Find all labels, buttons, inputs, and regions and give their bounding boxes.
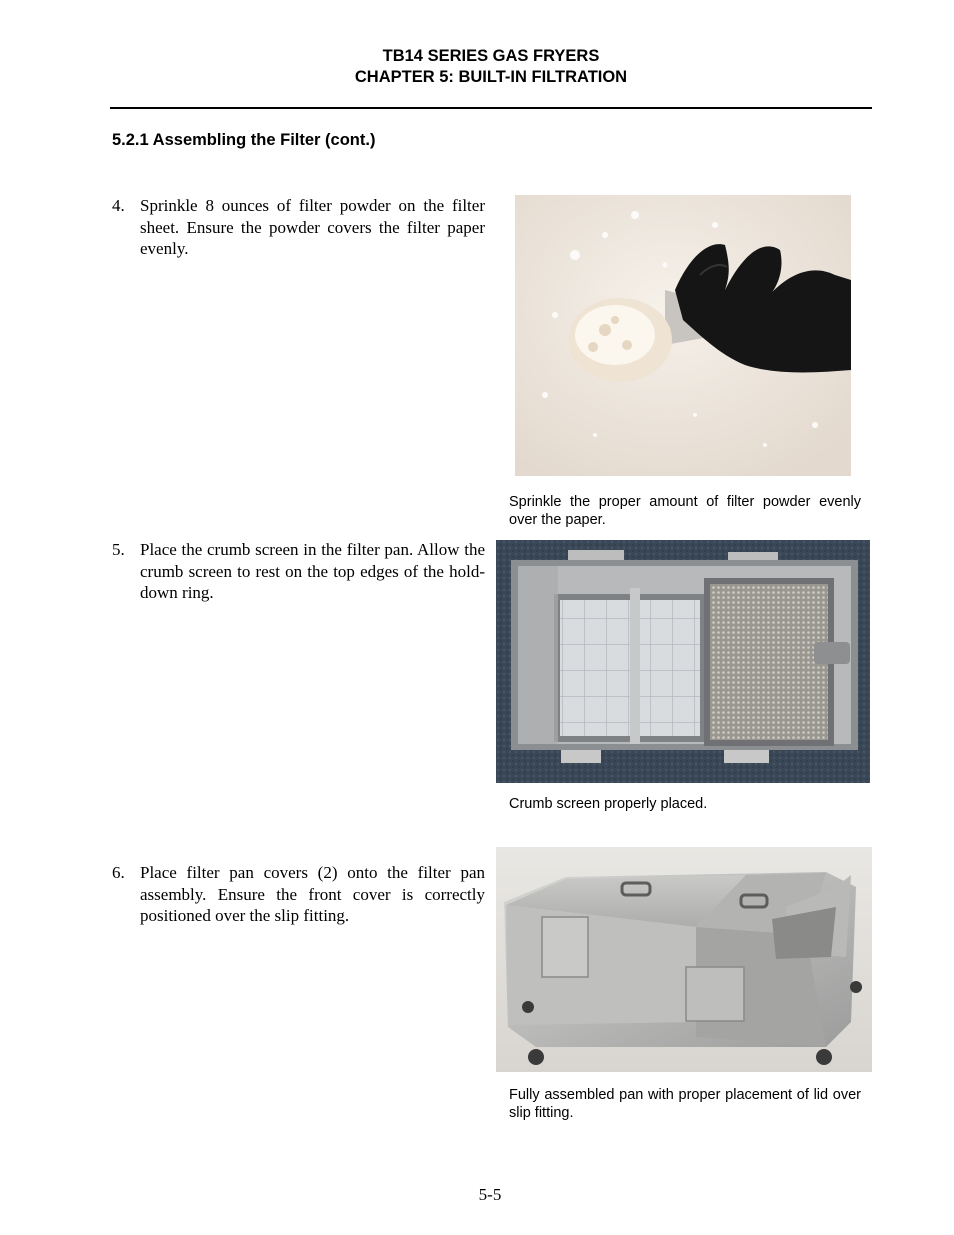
step-text: Sprinkle 8 ounces of filter powder on the filter sheet. Ensure the powder covers the filter paper evenly. — [140, 196, 485, 259]
page-number: 5-5 — [478, 1185, 502, 1204]
step-6 — [112, 862, 485, 927]
step-4 — [112, 195, 485, 260]
header-title: TB14 SERIES GAS FRYERS — [382, 47, 600, 65]
crumb-screen-image — [496, 540, 870, 783]
step-text: Place filter pan covers (2) onto the filter pan assembly. Ensure the front cover is correctly positioned over the slip fitting. — [140, 863, 485, 926]
step-5 — [112, 539, 485, 604]
step-5-caption: Crumb screen properly placed. — [509, 796, 708, 812]
filter-powder-photo — [515, 195, 851, 476]
assembled-pan-photo — [496, 847, 872, 1072]
header-rule — [110, 107, 872, 109]
page-header — [110, 46, 872, 88]
assembled-pan-image — [496, 847, 872, 1072]
crumb-screen-photo — [496, 540, 870, 783]
section-title: 5.2.1 Assembling the Filter (cont.) — [112, 131, 376, 149]
step-text: Place the crumb screen in the filter pan. Allow the crumb screen to rest on the top edges of the hold-down ring. — [140, 540, 485, 603]
header-chapter: CHAPTER 5: BUILT-IN FILTRATION — [354, 68, 628, 86]
step-4-caption: Sprinkle the proper amount of filter powder evenly over the paper. — [509, 494, 861, 528]
step-number: 4. — [112, 196, 125, 215]
step-number: 5. — [112, 540, 125, 559]
filter-powder-image — [515, 195, 851, 476]
step-number: 6. — [112, 863, 125, 882]
step-6-caption: Fully assembled pan with proper placement of lid over slip fitting. — [509, 1087, 861, 1121]
